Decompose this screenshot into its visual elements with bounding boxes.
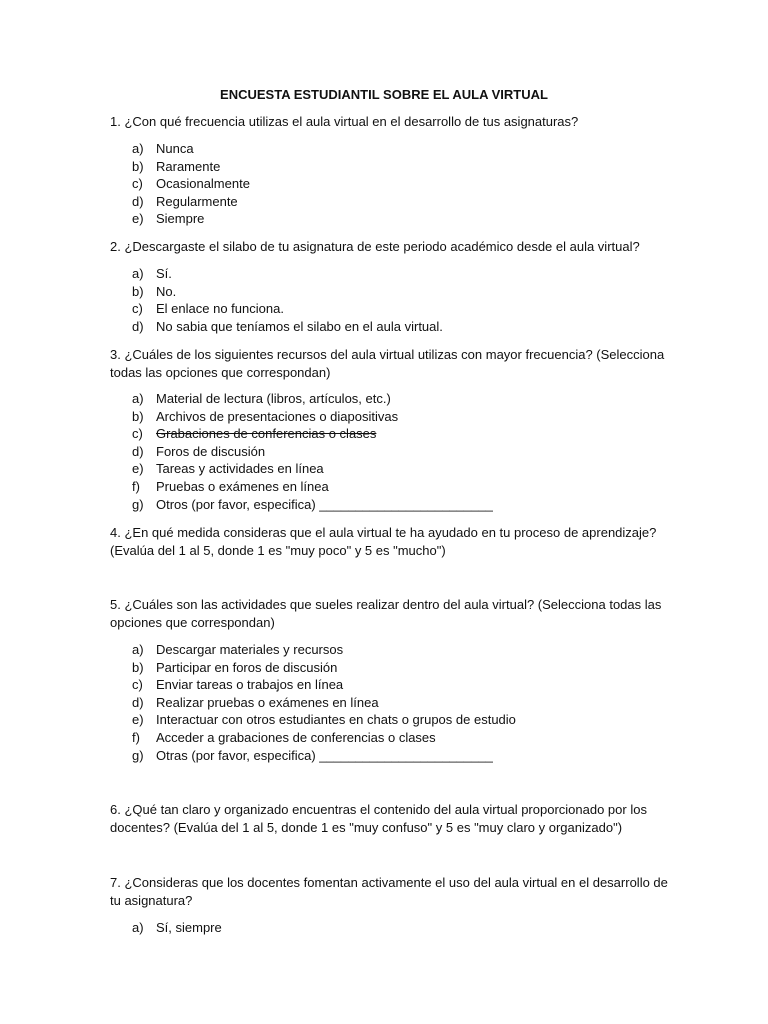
question-2: 2. ¿Descargaste el silabo de tu asignatura de este periodo académico desde el aula virtual? [110,239,640,254]
option-7a [132,919,652,937]
option-1e [132,210,652,228]
option-letter: b) [132,659,144,675]
option-letter: d) [132,694,144,710]
question-3-options [132,390,652,513]
option-text: Enviar tareas o trabajos en línea [156,677,344,693]
option-letter: c) [132,677,143,693]
option-text: Grabaciones de conferencias o clases [156,426,377,442]
option-text: Otros (por favor, especifica) ________________________ [156,496,493,512]
option-3c-struck [132,425,652,443]
option-2c [132,300,652,318]
option-letter: c) [132,301,143,317]
option-text: Otras (por favor, especifica) ________________________ [156,747,493,763]
option-text: Ocasionalmente [156,176,250,192]
option-text: Acceder a grabaciones de conferencias o clases [156,729,436,745]
option-letter: b) [132,158,144,174]
question-7-options [132,919,652,937]
option-5e [132,711,652,729]
option-2d [132,318,652,336]
option-text: Participar en foros de discusión [156,659,338,675]
option-1d [132,193,652,211]
option-3e [132,460,652,478]
option-text: Descargar materiales y recursos [156,642,344,657]
option-5d [132,694,652,712]
option-letter: d) [132,318,144,334]
option-3b [132,408,652,426]
option-letter: f) [132,478,140,494]
option-letter: a) [132,920,144,935]
option-text: No. [156,283,177,299]
option-1c [132,175,652,193]
option-text: Interactuar con otros estudiantes en chats o grupos de estudio [156,712,516,728]
option-letter: d) [132,443,144,459]
option-letter: b) [132,283,144,299]
option-text: Realizar pruebas o exámenes en línea [156,694,379,710]
option-3a [132,390,652,408]
option-letter: c) [132,426,143,442]
option-1b [132,158,652,176]
question-2-options [132,265,652,335]
option-2b [132,283,652,301]
option-letter: d) [132,193,144,209]
question-1-options [132,140,652,228]
option-letter: a) [132,642,144,657]
option-text: Pruebas o exámenes en línea [156,478,329,494]
option-letter: f) [132,729,140,745]
option-letter: g) [132,496,144,512]
option-text: Sí. [156,266,172,281]
option-text: No sabia que teníamos el silabo en el aula virtual. [156,318,443,334]
option-letter: c) [132,176,143,192]
option-letter: a) [132,141,144,156]
question-4: 4. ¿En qué medida consideras que el aula virtual te ha ayudado en tu proceso de aprendizaje? (Evalúa del 1 al 5, donde 1 es "muy poco" y 5 es "mucho") [110,525,657,558]
question-7: 7. ¿Consideras que los docentes fomentan activamente el uso del aula virtual en el desarrollo de tu asignatura? [110,875,668,908]
question-1: 1. ¿Con qué frecuencia utilizas el aula virtual en el desarrollo de tus asignaturas? [110,114,579,129]
option-text: Regularmente [156,193,238,209]
option-letter: a) [132,391,144,406]
option-3d [132,443,652,461]
option-text: Siempre [156,211,205,227]
option-1a [132,140,652,158]
option-text: Foros de discusión [156,443,266,459]
option-letter: g) [132,747,144,763]
option-letter: b) [132,408,144,424]
option-text: Nunca [156,141,194,156]
option-5f [132,729,652,747]
survey-title: ENCUESTA ESTUDIANTIL SOBRE EL AULA VIRTUAL [220,87,548,102]
option-text: El enlace no funciona. [156,301,284,317]
option-letter: e) [132,712,144,728]
option-2a [132,265,652,283]
option-5a [132,641,652,659]
question-5: 5. ¿Cuáles son las actividades que sueles realizar dentro del aula virtual? (Selecciona todas las opciones que correspondan) [110,597,662,630]
option-letter: a) [132,266,144,281]
option-5c [132,676,652,694]
option-text: Archivos de presentaciones o diapositivas [156,408,399,424]
option-5b [132,659,652,677]
option-text: Material de lectura (libros, artículos, etc.) [156,391,391,406]
option-text: Raramente [156,158,221,174]
option-text: Sí, siempre [156,920,222,935]
option-5g [132,747,652,765]
option-3g [132,496,652,514]
question-3: 3. ¿Cuáles de los siguientes recursos del aula virtual utilizas con mayor frecuencia? (Selecciona todas las opciones que correspondan) [110,347,665,380]
option-letter: e) [132,461,144,477]
question-5-options [132,641,652,764]
question-6: 6. ¿Qué tan claro y organizado encuentras el contenido del aula virtual proporcionado por los docentes? (Evalúa del 1 al 5, donde 1 es "muy confuso" y 5 es "muy claro y organizado") [110,802,647,835]
option-text: Tareas y actividades en línea [156,461,324,477]
option-3f [132,478,652,496]
option-letter: e) [132,211,144,227]
